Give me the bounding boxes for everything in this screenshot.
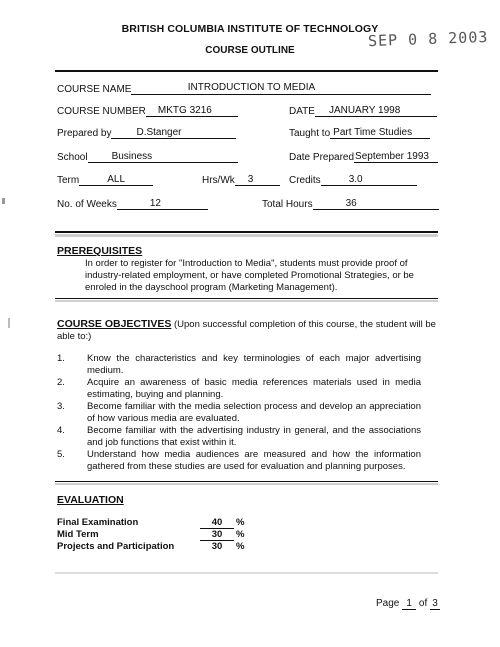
date-label: DATE (289, 106, 315, 117)
term-value: ALL (107, 174, 126, 185)
objective-text: Become familiar with the media selection process and develop an appreciation of how various media are evaluated. (87, 401, 421, 424)
evaluation-label: Mid Term (57, 529, 99, 540)
page-number (376, 598, 440, 610)
prepared-by-line (111, 127, 236, 139)
prereq-bottom-rule (55, 298, 438, 299)
total-hours-label: Total Hours (262, 199, 313, 210)
hrs-wk-field (202, 174, 280, 186)
weeks-label: No. of Weeks (57, 199, 117, 210)
institution-name: BRITISH COLUMBIA INSTITUTE OF TECHNOLOGY (121, 23, 379, 35)
credits-field (289, 174, 417, 186)
hrs-wk-value: 3 (247, 174, 254, 185)
objectives-bottom-shade (55, 483, 438, 485)
evaluation-value: 40 (200, 517, 234, 529)
course-name-label: COURSE NAME (57, 84, 132, 95)
evaluation-label: Projects and Participation (57, 541, 175, 552)
total-hours-line (313, 198, 439, 210)
date-prepared-field (289, 151, 438, 163)
school-label: School (57, 152, 88, 163)
objectives-bottom-rule (55, 481, 438, 482)
credits-line (321, 174, 417, 186)
page-total: 3 (430, 598, 440, 610)
taught-to-line (330, 127, 430, 139)
term-field (57, 174, 153, 186)
objective-number: 5. (57, 449, 65, 460)
evaluation-unit: % (236, 517, 245, 528)
credits-value: 3.0 (348, 174, 363, 185)
objectives-intro: (Upon successful completion of this course, the student will be able to:) (57, 319, 436, 342)
objective-text: Understand how media audiences are measured and how the information gathered from these studies are used for evaluation and planning purposes. (87, 449, 421, 472)
objective-text: Acquire an awareness of basic media references materials used in media estimating, buying and planning. (87, 377, 421, 400)
hrs-wk-line (235, 174, 280, 186)
prepared-by-field (57, 127, 236, 139)
prepared-by-label: Prepared by (57, 128, 112, 139)
objective-text: Become familiar with the advertising industry in general, and the associations and job functions that exist within it. (87, 425, 421, 448)
total-hours-value: 36 (345, 198, 357, 209)
prepared-by-value: D.Stanger (136, 127, 182, 138)
fields-bottom-shade (55, 234, 438, 237)
objectives-heading: COURSE OBJECTIVES (57, 318, 172, 330)
date-prepared-value: September 1993 (355, 151, 429, 162)
prerequisites-heading: PREREQUISITES (57, 245, 143, 257)
objective-number: 4. (57, 425, 65, 436)
hrs-wk-label: Hrs/Wk (202, 175, 235, 186)
term-label: Term (57, 175, 80, 186)
course-number-label: COURSE NUMBER (57, 106, 146, 117)
fields-bottom-rule (55, 231, 438, 233)
evaluation-value: 30 (211, 541, 223, 552)
objective-number: 1. (57, 353, 65, 364)
term-line (79, 174, 153, 186)
objective-number: 3. (57, 401, 65, 412)
prerequisites-text: In order to register for "Introduction to Media", students must provide proof of industry-related employment, or have completed Promotional Strategies, or be enroled in the dayschool program (Marketing Management). (85, 258, 414, 293)
date-value: JANUARY 1998 (328, 105, 401, 116)
header-top-rule (55, 70, 438, 72)
prereq-bottom-shade (55, 300, 438, 302)
taught-to-field (289, 127, 430, 139)
date-prepared-line (354, 151, 438, 163)
weeks-value: 12 (149, 198, 161, 209)
date-prepared-label: Date Prepared (289, 152, 355, 163)
evaluation-unit: % (236, 541, 245, 552)
weeks-line (117, 198, 208, 210)
page-current: 1 (402, 598, 416, 610)
evaluation-unit: % (236, 529, 245, 540)
document-title: COURSE OUTLINE (205, 45, 295, 56)
course-name-line (131, 82, 431, 95)
evaluation-heading: EVALUATION (57, 494, 124, 506)
weeks-field (57, 198, 208, 210)
page-of-label: of (418, 598, 428, 609)
evaluation-bottom-shade (55, 572, 438, 574)
total-hours-field (262, 198, 439, 210)
objective-text: Know the characteristics and key terminologies of each major advertising medium. (87, 353, 421, 376)
school-field (57, 151, 238, 163)
evaluation-value: 30 (200, 529, 234, 541)
taught-to-label: Taught to (289, 128, 331, 139)
date-line (315, 105, 437, 117)
school-line (88, 151, 238, 163)
course-number-value: MKTG 3216 (157, 105, 212, 116)
objectives-header (57, 318, 442, 343)
scan-mark (2, 198, 5, 204)
course-number-field (57, 105, 238, 117)
date-received-stamp: SEP 0 8 2003 (367, 27, 489, 51)
evaluation-label: Final Examination (57, 517, 139, 528)
credits-label: Credits (289, 175, 321, 186)
course-name-value: INTRODUCTION TO MEDIA (187, 82, 316, 93)
taught-to-value: Part Time Studies (333, 127, 413, 138)
school-value: Business (111, 151, 153, 162)
scan-mark (8, 318, 10, 328)
page-label: Page (376, 598, 400, 609)
course-name-field (57, 82, 431, 95)
date-field (289, 105, 437, 117)
objective-number: 2. (57, 377, 65, 388)
course-number-line (146, 105, 238, 117)
